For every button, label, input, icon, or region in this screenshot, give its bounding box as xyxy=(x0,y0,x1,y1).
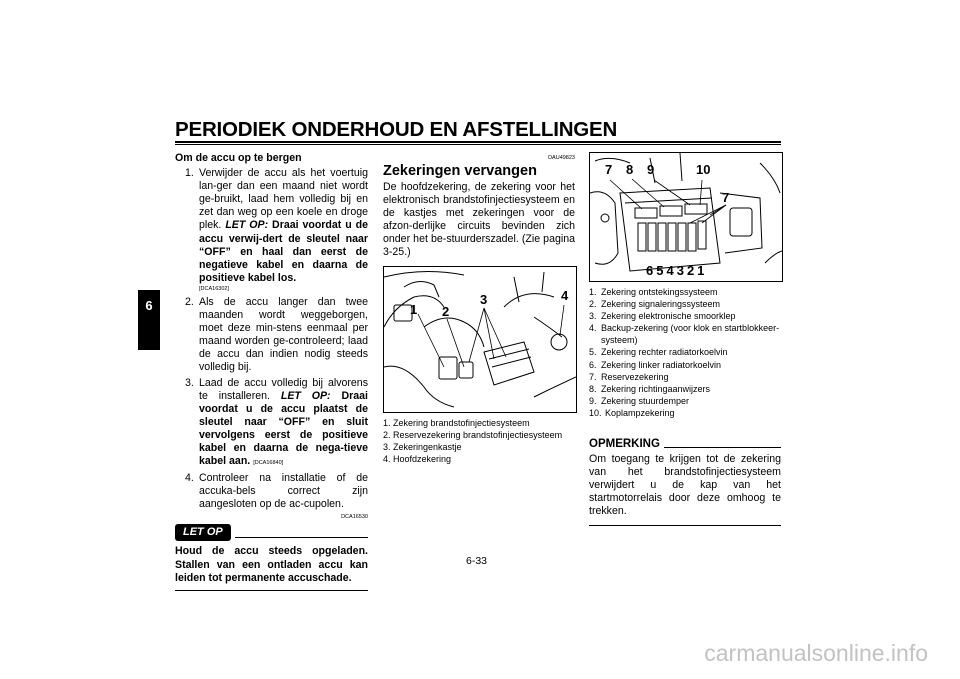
caption-line: 1. Zekering brandstofinjectiesysteem xyxy=(383,417,530,428)
caption-line: 3. Zekeringenkastje xyxy=(383,441,462,452)
caption-row: 7. Reservezekering xyxy=(589,371,669,382)
callout-9: 9 xyxy=(647,162,655,177)
callout-7-right: 7 xyxy=(722,190,730,205)
step-text: Verwijder de accu als het voertuig lan-ger dan een maand niet wordt ge-bruikt, laad hem volledig bij en zet dan weg op een koele en droge plek. LET OP: Draai voordat u de accu verwij-dert de sleutel naar “OFF” en haal dan eerst de negatieve kabel en daarna de positieve kabel los. xyxy=(199,167,369,284)
fuse-box-captions xyxy=(589,286,781,419)
callout-3: 3 xyxy=(676,263,684,278)
callout-8: 8 xyxy=(626,162,634,177)
step-3 xyxy=(175,377,368,471)
fuse-location-figure xyxy=(383,266,577,413)
title-rule xyxy=(175,141,781,143)
notice-code: DCA16530 xyxy=(341,514,368,521)
notice-header xyxy=(175,521,368,541)
step-text: Als de accu langer dan twee maanden wordt weggeborgen, moet deze min-stens eenmaal per maand worden ge-controleerd; laad de accu dan indien nodig steeds volledig bij. xyxy=(199,295,368,374)
step-number: 1. xyxy=(185,167,194,180)
callouts-bottom xyxy=(646,264,704,277)
column-battery-storage xyxy=(175,152,368,591)
opmerking-heading: OPMERKING xyxy=(589,437,660,450)
callout-1: 1 xyxy=(410,301,418,317)
fuse-box-illustration xyxy=(590,153,782,281)
step-number: 4. xyxy=(185,472,194,485)
caption-row: 9. Zekering stuurdemper xyxy=(589,395,690,406)
notice-end-rule xyxy=(175,590,368,591)
ref-code: [DCA16840] xyxy=(253,460,284,467)
opmerking-header-rule xyxy=(664,447,781,448)
step-number: 2. xyxy=(185,295,194,308)
caption-row: 6. Zekering linker radiatorkoelvin xyxy=(589,359,722,370)
callout-4: 4 xyxy=(666,263,674,278)
step-1 xyxy=(175,167,368,285)
fuse-box-figure xyxy=(589,152,783,282)
caption-row: 2. Zekering signaleringssysteem xyxy=(589,299,721,310)
callout-1: 1 xyxy=(697,263,705,278)
fuses-body: De hoofdzekering, de zekering voor het elektronisch brandstofinjectiesysteem en de kastjes met zekeringen voor de afzon-derlijke circuits bevinden zich onder het be-stuurderszadel. (Zie pagina 3-25.) xyxy=(383,181,575,259)
step-text: Laad de accu volledig bij alvorens te installeren. LET OP: Draai voordat u de accu plaatst de sleutel naar “OFF” en sluit vervolgens eerst de positieve kabel en daarna de nega-tieve kabel aan. [DCA16840] xyxy=(199,376,368,468)
notice-badge: LET OP xyxy=(175,524,231,541)
page-title: PERIODIEK ONDERHOUD EN AFSTELLINGEN xyxy=(175,118,618,141)
fuse-location-captions xyxy=(383,417,575,465)
callout-4: 4 xyxy=(561,287,569,303)
column-fuses xyxy=(383,152,575,465)
callout-5: 5 xyxy=(656,263,664,278)
page-number: 6-33 xyxy=(466,555,488,567)
chapter-tab: 6 xyxy=(138,290,160,350)
section-code: DAU49823 xyxy=(548,155,575,161)
opmerking-text: Om toegang te krijgen tot de zekering van het brandstofinjectiesysteem verwijdert u de kap van het startmotorrelais door deze omhoog te trekken. xyxy=(589,453,781,518)
caption-row: 3. Zekering elektronische smoorklep xyxy=(589,311,736,322)
caption-row: 10. Koplampzekering xyxy=(589,407,675,418)
callout-3: 3 xyxy=(480,291,488,307)
caption-line: 2. Reservezekering brandstofinjectiesysteem xyxy=(383,429,563,440)
notice-header-rule xyxy=(235,537,368,538)
step-number: 3. xyxy=(185,376,194,389)
column-fuse-box xyxy=(589,152,781,526)
fuse-location-illustration xyxy=(384,267,576,412)
caption-row: 8. Zekering richtingaanwijzers xyxy=(589,383,711,394)
opmerking-end-rule xyxy=(589,525,781,526)
caption-row: 5. Zekering rechter radiatorkoelvin xyxy=(589,347,728,358)
caption-row: 1. Zekering ontstekingssysteem xyxy=(589,287,718,297)
step-2 xyxy=(175,296,368,375)
caption-row: 4. Backup-zekering (voor klok en startblokkeer-systeem) xyxy=(589,323,780,346)
opmerking-header xyxy=(589,431,781,451)
step-4 xyxy=(175,472,368,511)
callout-6: 6 xyxy=(646,263,654,278)
title-rule-thin xyxy=(175,144,781,145)
callout-10: 10 xyxy=(696,162,711,177)
notice-text: Houd de accu steeds opgeladen. Stallen van een ontladen accu kan leiden tot permanente accuschade. xyxy=(175,545,368,584)
letop-inline: LET OP: xyxy=(280,389,331,402)
section-heading-fuses: Zekeringen vervangen xyxy=(383,163,537,179)
callout-7: 7 xyxy=(605,162,613,177)
callout-2: 2 xyxy=(686,263,695,278)
callout-2: 2 xyxy=(442,303,450,319)
caption-line: 4. Hoofdzekering xyxy=(383,453,452,464)
section-heading-battery: Om de accu op te bergen xyxy=(175,152,302,164)
watermark-link[interactable]: carmanualsonline.info xyxy=(704,640,928,666)
letop-inline: LET OP: xyxy=(225,219,269,232)
step-text: Controleer na installatie of de accuka-bels correct zijn aangesloten op de ac-cupolen. xyxy=(199,472,368,511)
ref-code: [DCA16302] xyxy=(199,285,229,292)
